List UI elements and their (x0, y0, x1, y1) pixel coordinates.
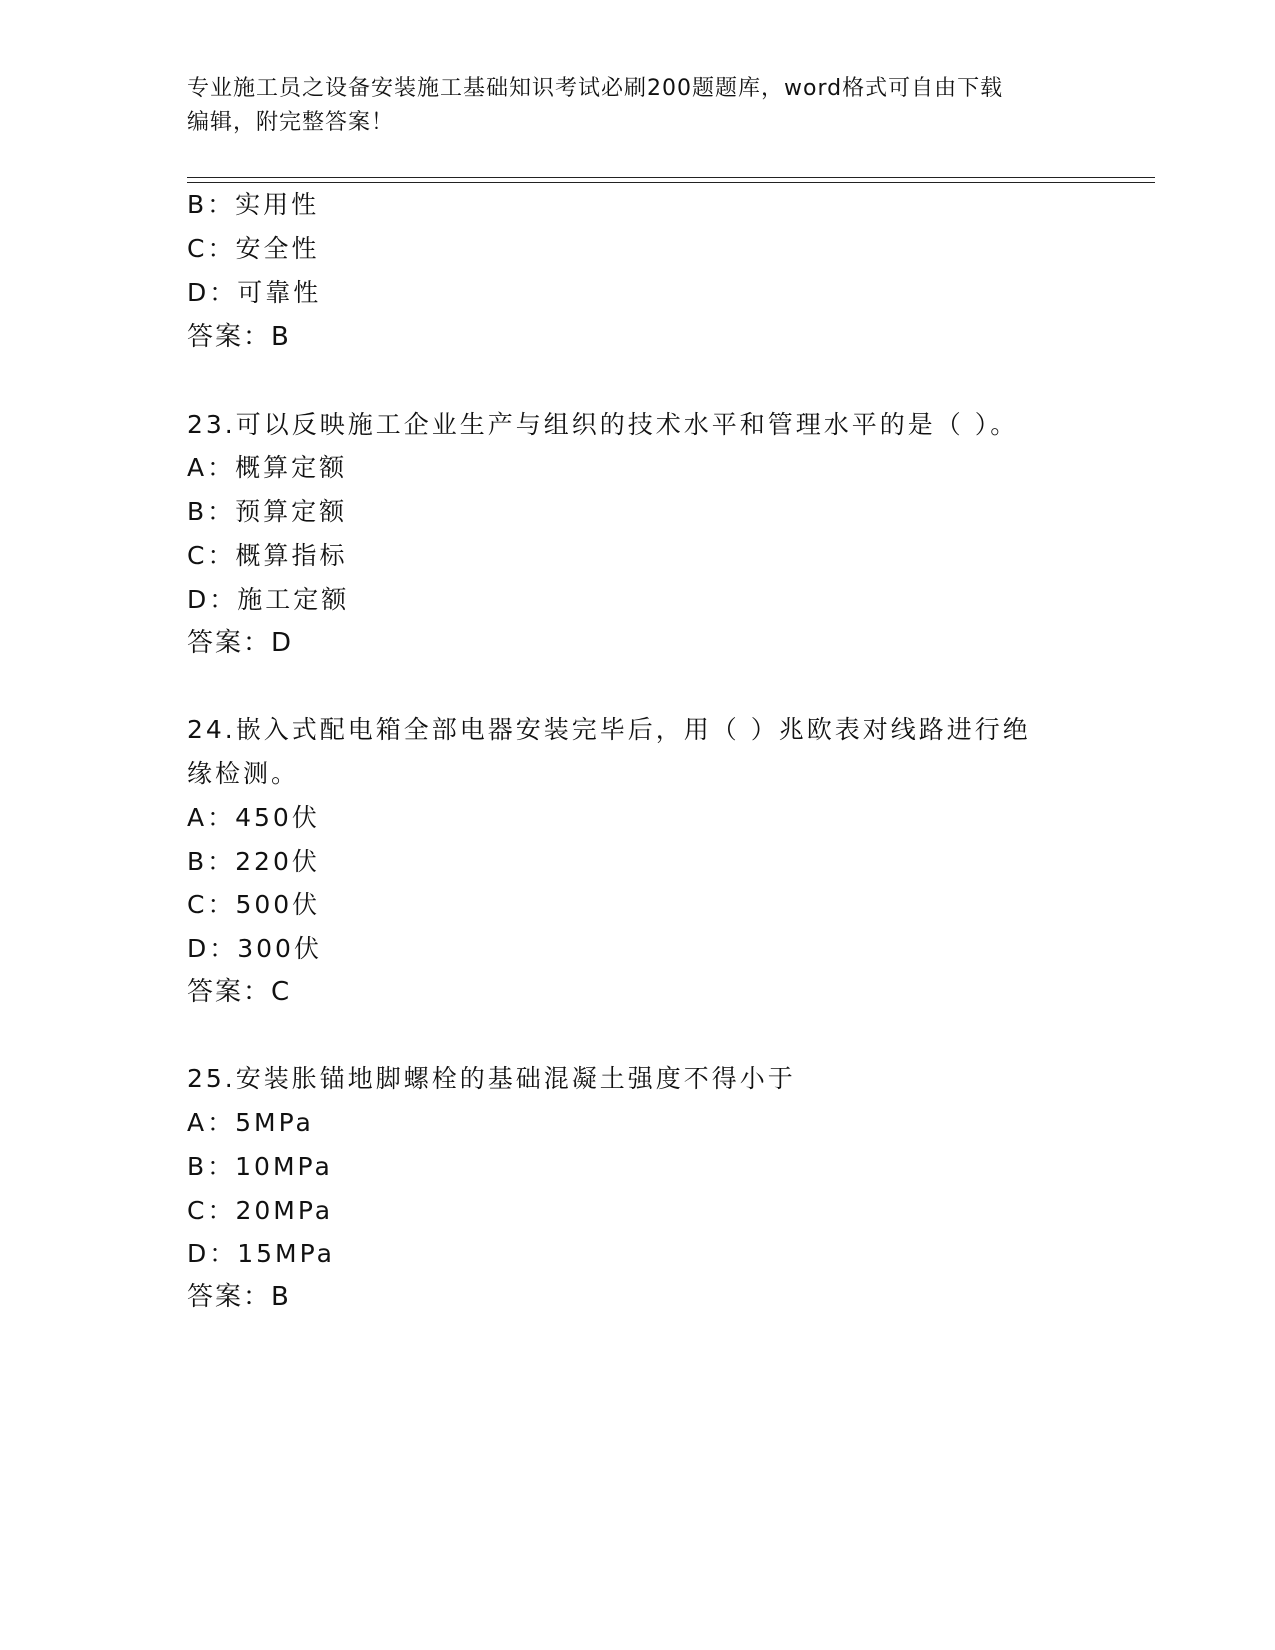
q25-stem: 25.安装胀锚地脚螺栓的基础混凝土强度不得小于 (187, 1064, 796, 1093)
q25-answer: 答案：B (187, 1282, 291, 1312)
q24-option-d: D：300伏 (187, 934, 322, 963)
q23-option-c: C：概算指标 (187, 541, 348, 570)
q24-stem-line-2: 缘检测。 (187, 759, 300, 788)
header-title-line-2: 编辑，附完整答案！ (187, 110, 395, 135)
q22-option-c: C：安全性 (187, 234, 320, 263)
header-divider-bottom (187, 182, 1155, 183)
q24-answer: 答案：C (187, 977, 292, 1007)
q25-option-c: C：20MPa (187, 1196, 334, 1225)
q23-stem: 23.可以反映施工企业生产与组织的技术水平和管理水平的是（ ）。 (187, 410, 1019, 439)
q25-option-d: D：15MPa (187, 1239, 335, 1268)
header-title-line-1: 专业施工员之设备安装施工基础知识考试必刷200题题库，word格式可自由下载 (187, 76, 1004, 101)
q23-answer: 答案：D (187, 628, 294, 658)
header-divider-top (187, 177, 1155, 178)
q22-answer: 答案：B (187, 322, 291, 352)
q25-option-a: A：5MPa (187, 1108, 314, 1137)
q22-option-d: D：可靠性 (187, 278, 322, 307)
document-header (187, 72, 1087, 140)
q23-option-b: B：预算定额 (187, 497, 348, 526)
q23-option-d: D：施工定额 (187, 585, 350, 614)
q24-option-b: B：220伏 (187, 847, 320, 876)
q24-option-c: C：500伏 (187, 890, 321, 919)
q23-option-a: A：概算定额 (187, 453, 348, 482)
q25-option-b: B：10MPa (187, 1152, 333, 1181)
q22-option-b: B：实用性 (187, 190, 320, 219)
q24-stem-line-1: 24.嵌入式配电箱全部电器安装完毕后，用（ ）兆欧表对线路进行绝 (187, 715, 1031, 744)
q24-option-a: A：450伏 (187, 803, 320, 832)
